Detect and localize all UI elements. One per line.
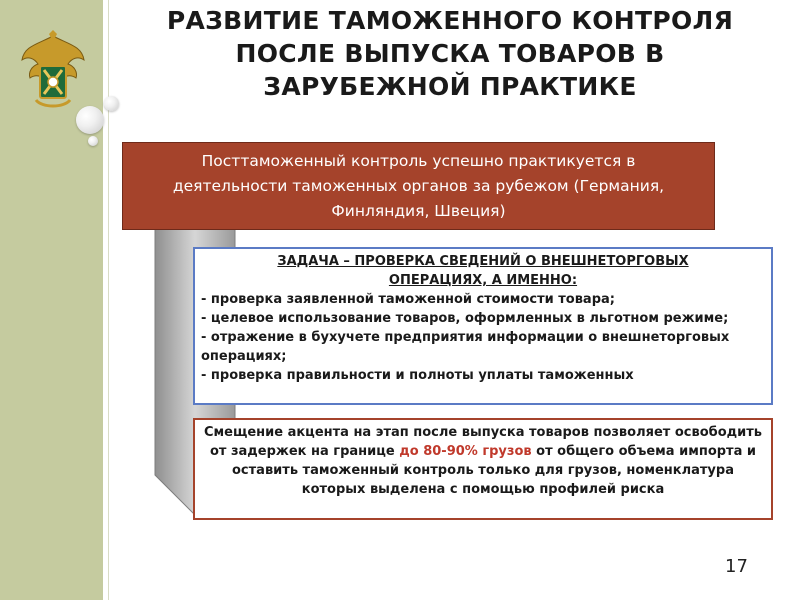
decor-circle-medium <box>104 96 119 111</box>
slide-title <box>120 4 780 103</box>
shift-text-after: от общего объема импорта и оставить таможенный контроль только для грузов, номенклатура которых выделена с помощью профилей риска <box>232 444 757 497</box>
emphasis-shift-box <box>193 418 773 520</box>
foreign-practice-line: Посттаможенный контроль успешно практикуется в <box>201 152 636 170</box>
sidebar-divider-thin <box>108 0 109 600</box>
sidebar-divider <box>103 0 106 600</box>
task-list-item: - проверка заявленной таможенной стоимости товара; <box>201 292 615 307</box>
page-number: 17 <box>725 556 748 577</box>
decor-circle-small <box>88 136 98 146</box>
task-list-item: - отражение в бухучете предприятия информации о внешнеторговых операциях; <box>201 330 730 364</box>
shift-highlight: до 80-90% грузов <box>399 444 532 459</box>
slide-title-line: ПОСЛЕ ВЫПУСКА ТОВАРОВ В <box>235 39 665 68</box>
task-list-item: - проверка правильности и полноты уплаты таможенных <box>201 368 634 383</box>
task-heading-line: ЗАДАЧА – ПРОВЕРКА СВЕДЕНИЙ О ВНЕШНЕТОРГОВЫХ <box>277 254 689 269</box>
slide-title-line: ЗАРУБЕЖНОЙ ПРАКТИКЕ <box>263 72 637 101</box>
customs-emblem-icon <box>18 30 88 114</box>
task-list-item: - целевое использование товаров, оформленных в льготном режиме; <box>201 311 729 326</box>
shift-text-before: Смещение акцента на этап после выпуска товаров позволяет освободить от задержек на границе <box>203 425 762 459</box>
foreign-practice-box <box>122 142 715 230</box>
decor-circle-large <box>76 106 104 134</box>
foreign-practice-line: Финляндия, Швеция) <box>331 202 506 220</box>
task-heading-line: ОПЕРАЦИЯХ, А ИМЕННО: <box>388 273 578 288</box>
task-box <box>193 247 773 405</box>
foreign-practice-line: деятельности таможенных органов за рубежом (Германия, <box>172 177 665 195</box>
slide-title-line: РАЗВИТИЕ ТАМОЖЕННОГО КОНТРОЛЯ <box>166 6 734 35</box>
task-heading <box>201 252 765 290</box>
